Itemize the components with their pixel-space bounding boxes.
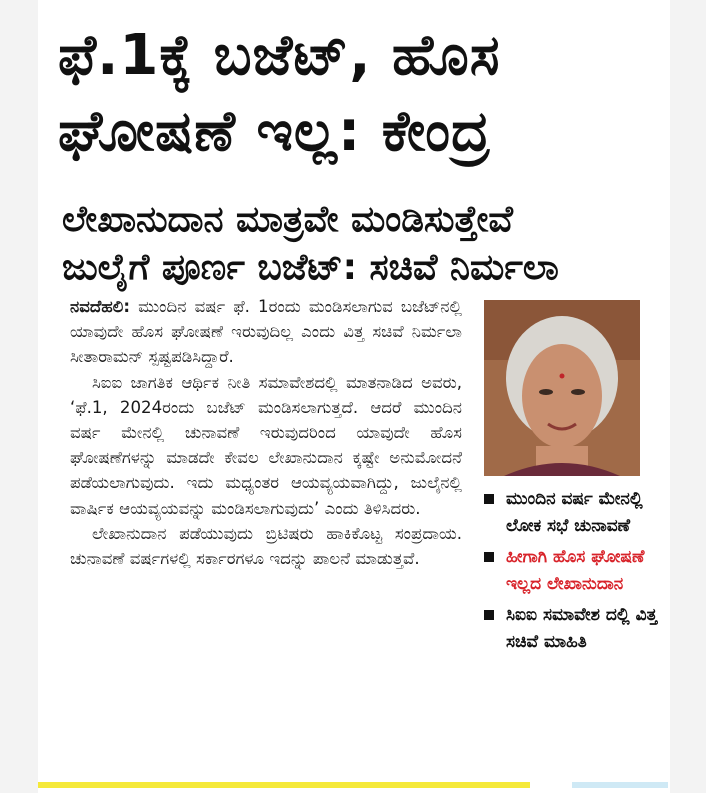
paragraph-1-text: ಮುಂದಿನ ವರ್ಷ ಫೆ. 1ರಂದು ಮಂಡಿಸಲಾಗುವ ಬಜೆಟ್‌ನಲ್ಲಿ ಯಾವುದೇ ಹೊಸ ಘೋಷಣೆ ಇರುವುದಿಲ್ಲ ಎಂದು ವಿತ್ತ ಸಚಿವೆ ನಿರ್ಮಲಾ ಸೀತಾರಾಮನ್ ಸ್ಪಷ್ಟಪಡಿಸಿದ್ದಾರೆ. (70, 297, 462, 367)
portrait-illustration (484, 300, 640, 476)
article-body (70, 294, 462, 571)
bullet-square-icon (484, 494, 494, 504)
paragraph-1 (70, 294, 462, 370)
bullet-square-icon (484, 610, 494, 620)
highlights-list (482, 486, 658, 660)
highlight-item (482, 486, 658, 540)
highlight-text: ಸಿಐಐ ಸಮಾವೇಶ ದಲ್ಲಿ ವಿತ್ತ ಸಚಿವೆ ಮಾಹಿತಿ (506, 605, 658, 652)
headline-line-2: ಘೋಷಣೆ ಇಲ್ಲ: ಕೇಂದ್ರ (58, 99, 491, 164)
footer-color-bar-right (572, 782, 668, 788)
subheadline-line-2: ಜುಲೈಗೆ ಪೂರ್ಣ ಬಜೆಟ್: ಸಚಿವೆ ನಿರ್ಮಲಾ (62, 247, 559, 288)
highlight-item (482, 544, 658, 598)
highlight-item (482, 602, 658, 656)
subheadline-line-1: ಲೇಖಾನುದಾನ ಮಾತ್ರವೇ ಮಂಡಿಸುತ್ತೇವೆ (62, 199, 513, 240)
footer-color-bar (38, 782, 530, 788)
portrait-photo (484, 300, 640, 476)
bullet-square-icon (484, 552, 494, 562)
headline (58, 18, 658, 170)
dateline: ನವದೆಹಲಿ: (70, 297, 130, 316)
paragraph-2: ಸಿಐಐ ಜಾಗತಿಕ ಆರ್ಥಿಕ ನೀತಿ ಸಮಾವೇಶದಲ್ಲಿ ಮಾತನಾಡಿದ ಅವರು, ‘ಫೆ.1, 2024ರಂದು ಬಜೆಟ್ ಮಂಡಿಸಲಾಗುತ್ತದೆ. ಆದರೆ ಮುಂದಿನ ವರ್ಷ ಮೇನಲ್ಲಿ ಚುನಾವಣೆ ಇರುವುದರಿಂದ ಯಾವುದೇ ಹೊಸ ಘೋಷಣೆಗಳನ್ನು ಮಾಡದೇ ಕೇವಲ ಲೇಖಾನುದಾನ ಕ್ಕಷ್ಟೇ ಅನುಮೋದನೆ ಪಡೆಯಲಾಗುವುದು. ಇದು ಮಧ್ಯಂತರ ಆಯವ್ಯಯವಾಗಿದ್ದು, ಜುಲೈನಲ್ಲಿ ವಾರ್ಷಿಕ ಆಯವ್ಯಯವನ್ನು ಮಂಡಿಸಲಾಗುವುದು’ ಎಂದು ತಿಳಿಸಿದರು. (70, 372, 462, 518)
page-edge-right (670, 0, 706, 793)
paragraph-3: ಲೇಖಾನುದಾನ ಪಡೆಯುವುದು ಬ್ರಿಟಿಷರು ಹಾಕಿಕೊಟ್ಟ ಸಂಪ್ರದಾಯ. ಚುನಾವಣೆ ವರ್ಷಗಳಲ್ಲಿ ಸರ್ಕಾರಗಳೂ ಇದನ್ನು ಪಾಲನೆ ಮಾಡುತ್ತವೆ. (70, 523, 462, 569)
highlight-text: ಹೀಗಾಗಿ ಹೊಸ ಘೋಷಣೆ ಇಲ್ಲದ ಲೇಖಾನುದಾನ (506, 547, 645, 594)
highlight-text: ಮುಂದಿನ ವರ್ಷ ಮೇನಲ್ಲಿ ಲೋಕ ಸಭೆ ಚುನಾವಣೆ (506, 489, 643, 536)
headline-line-1: ಫೆ.1ಕ್ಕೆ ಬಜೆಟ್, ಹೊಸ (58, 23, 501, 88)
page-edge-left (0, 0, 38, 793)
subheadline (62, 196, 662, 292)
